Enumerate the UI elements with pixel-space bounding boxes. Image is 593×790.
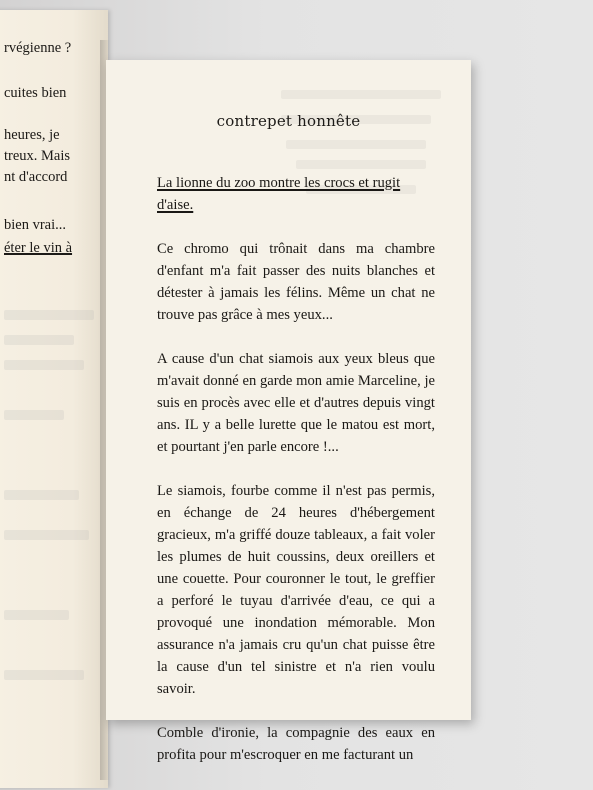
- left-page-line: cuites bien: [4, 85, 67, 101]
- paragraph: A cause d'un chat siamois aux yeux bleus que m'avait donné en garde mon amie Marceline, je suis en procès avec elle et d'autres depuis vingt ans. IL y a belle lurette que le matou est mort, et pourtant j'en parle encore !...: [157, 351, 435, 455]
- left-page-line: heures, je: [4, 127, 60, 143]
- bleed-through: [4, 490, 79, 500]
- bleed-through: [4, 670, 84, 680]
- bleed-through: [4, 335, 74, 345]
- bleed-through: [4, 360, 84, 370]
- running-header: contrepet honnête: [216, 112, 361, 130]
- left-page-line: rvégienne ?: [4, 40, 72, 56]
- body-text: [157, 172, 435, 788]
- paragraph: Comble d'ironie, la compagnie des eaux en profita pour m'escroquer en me facturant un: [157, 725, 435, 763]
- left-page-line: bien vrai...: [4, 217, 67, 233]
- left-page-line: nt d'accord: [4, 169, 68, 185]
- bleed-through: [4, 410, 64, 420]
- bleed-through: [4, 530, 89, 540]
- left-page-line: éter le vin à: [4, 240, 73, 256]
- bleed-through: [4, 310, 94, 320]
- bleed-through: [4, 610, 69, 620]
- right-page: [106, 60, 471, 763]
- paragraph: Ce chromo qui trônait dans ma chambre d'enfant m'a fait passer des nuits blanches et détester à jamais les félins. Même un chat ne trouve pas grâce à mes yeux...: [157, 241, 435, 323]
- headline: La lionne du zoo montre les crocs et rugit d'aise.: [157, 175, 401, 213]
- paragraph: Le siamois, fourbe comme il n'est pas permis, en échange de 24 heures d'hébergement gracieux, m'a griffé douze tableaux, a fait voler les plumes de huit coussins, deux oreillers et une couette. Pour couronner le tout, le greffier a perforé le tuyau d'arrivée d'eau, ce qui a provoqué une inondation mémorable. Mon assurance n'a jamais cru qu'un chat puisse être la cause d'un tel sinistre et n'a rien voulu savoir.: [157, 483, 435, 697]
- left-page-line: treux. Mais: [4, 148, 71, 164]
